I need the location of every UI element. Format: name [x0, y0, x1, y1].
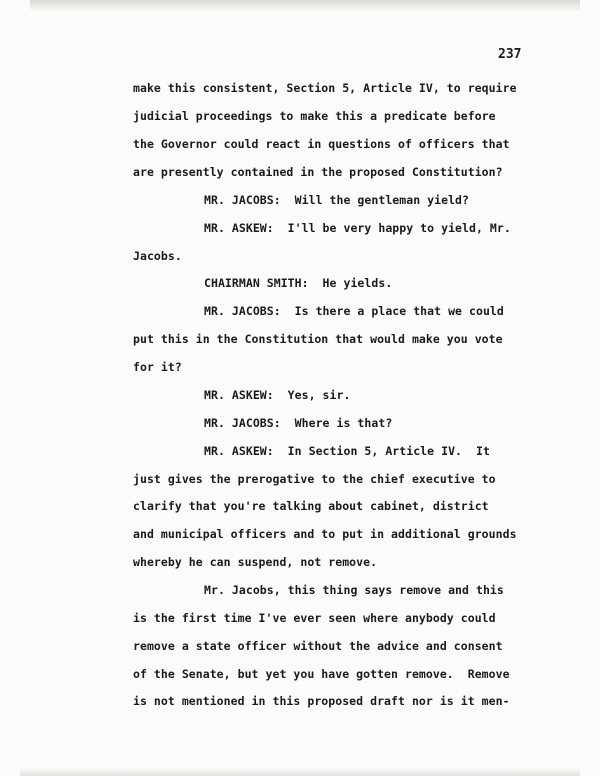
text-line: put this in the Constitution that would make you vote	[133, 332, 503, 346]
text-line: Jacobs.	[133, 249, 182, 263]
text-line: is the first time I've ever seen where anybody could	[133, 611, 496, 625]
text-line: MR. ASKEW: I'll be very happy to yield, Mr.	[204, 221, 511, 235]
text-line: make this consistent, Section 5, Article IV, to require	[133, 81, 517, 95]
text-line: clarify that you're talking about cabinet, district	[133, 499, 489, 513]
scan-top-edge	[30, 0, 580, 10]
text-line: MR. ASKEW: Yes, sir.	[204, 388, 351, 402]
text-line: for it?	[133, 360, 182, 374]
scan-bottom-edge	[20, 768, 580, 776]
text-line: just gives the prerogative to the chief executive to	[133, 472, 496, 486]
text-line: CHAIRMAN SMITH: He yields.	[204, 276, 393, 290]
page-number: 237	[498, 47, 522, 62]
text-line: MR. ASKEW: In Section 5, Article IV. It	[204, 444, 490, 458]
text-line: are presently contained in the proposed Constitution?	[133, 165, 503, 179]
text-line: MR. JACOBS: Will the gentleman yield?	[204, 193, 469, 207]
text-line: MR. JACOBS: Is there a place that we could	[204, 304, 504, 318]
text-line: whereby he can suspend, not remove.	[133, 555, 378, 569]
text-line: and municipal officers and to put in additional grounds	[133, 527, 517, 541]
text-line: remove a state officer without the advice and consent	[133, 639, 503, 653]
text-line: of the Senate, but yet you have gotten remove. Remove	[133, 667, 510, 681]
text-line: Mr. Jacobs, this thing says remove and this	[204, 583, 504, 597]
text-line: is not mentioned in this proposed draft nor is it men-	[133, 694, 510, 708]
text-line: the Governor could react in questions of officers that	[133, 137, 510, 151]
text-line: judicial proceedings to make this a predicate before	[133, 109, 496, 123]
text-line: MR. JACOBS: Where is that?	[204, 416, 393, 430]
